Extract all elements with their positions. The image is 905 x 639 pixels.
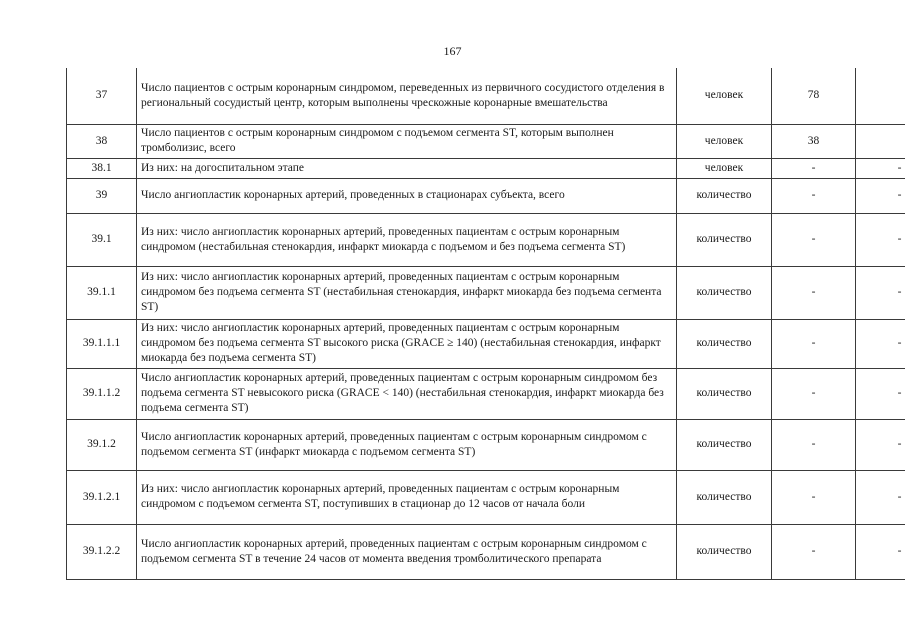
value-column-2: - [856, 213, 905, 266]
indicator-name: Число ангиопластик коронарных артерий, проведенных в стационарах субъекта, всего [137, 178, 677, 213]
row-number: 39.1.2.2 [67, 524, 137, 579]
unit-of-measure: количество [677, 524, 772, 579]
value-column-1: 38 [772, 124, 856, 158]
table-row [67, 158, 905, 178]
value-column-1: - [772, 419, 856, 470]
indicators-table-body [67, 68, 905, 579]
unit-of-measure: человек [677, 158, 772, 178]
row-number: 39.1.1 [67, 266, 137, 319]
row-number: 39 [67, 178, 137, 213]
row-number: 39.1.1.2 [67, 368, 137, 419]
unit-of-measure: количество [677, 470, 772, 524]
indicator-name: Число пациентов с острым коронарным синдромом с подъемом сегмента ST, которым выполнен тромболизис, всего [137, 124, 677, 158]
value-column-2: - [856, 368, 905, 419]
indicator-name: Из них: число ангиопластик коронарных артерий, проведенных пациентам с острым коронарным синдромом без подъема сегмента ST высокого риска (GRACE ≥ 140) (нестабильная стенокардия, инфаркт миокарда без подъема сегмента ST) [137, 319, 677, 368]
table-row [67, 524, 905, 579]
indicator-name: Число ангиопластик коронарных артерий, проведенных пациентам с острым коронарным синдромом с подъемом сегмента ST в течение 24 часов от момента введения тромболитического препарата [137, 524, 677, 579]
indicator-name: Из них: число ангиопластик коронарных артерий, проведенных пациентам с острым коронарным синдромом с подъемом сегмента ST, поступивших в стационар до 12 часов от начала боли [137, 470, 677, 524]
table-row [67, 68, 905, 124]
indicator-name: Из них: число ангиопластик коронарных артерий, проведенных пациентам с острым коронарным синдромом без подъема сегмента ST (нестабильная стенокардия, инфаркт миокарда без подъема сегмента ST) [137, 266, 677, 319]
value-column-2: - [856, 178, 905, 213]
table-row [67, 213, 905, 266]
value-column-2: - [856, 470, 905, 524]
unit-of-measure: количество [677, 213, 772, 266]
table-row [67, 319, 905, 368]
value-column-1: - [772, 368, 856, 419]
unit-of-measure: количество [677, 266, 772, 319]
value-column-1: - [772, 213, 856, 266]
table-row [67, 124, 905, 158]
row-number: 39.1.1.1 [67, 319, 137, 368]
value-column-2 [856, 124, 905, 158]
value-column-2: - [856, 419, 905, 470]
row-number: 39.1.2.1 [67, 470, 137, 524]
value-column-2: - [856, 319, 905, 368]
row-number: 38.1 [67, 158, 137, 178]
unit-of-measure: количество [677, 178, 772, 213]
row-number: 38 [67, 124, 137, 158]
value-column-2: - [856, 524, 905, 579]
value-column-1: - [772, 266, 856, 319]
row-number: 39.1.2 [67, 419, 137, 470]
unit-of-measure: количество [677, 368, 772, 419]
unit-of-measure: количество [677, 319, 772, 368]
value-column-1: - [772, 178, 856, 213]
value-column-1: - [772, 158, 856, 178]
table-row [67, 470, 905, 524]
unit-of-measure: количество [677, 419, 772, 470]
value-column-2: - [856, 158, 905, 178]
unit-of-measure: человек [677, 68, 772, 124]
indicator-name: Число ангиопластик коронарных артерий, проведенных пациентам с острым коронарным синдромом с подъемом сегмента ST (инфаркт миокарда с подъемом сегмента ST) [137, 419, 677, 470]
row-number: 37 [67, 68, 137, 124]
indicator-name: Из них: число ангиопластик коронарных артерий, проведенных пациентам с острым коронарным синдромом (нестабильная стенокардия, инфаркт миокарда с подъемом и без подъема сегмента ST) [137, 213, 677, 266]
table-row [67, 266, 905, 319]
table-row [67, 419, 905, 470]
indicator-name: Число ангиопластик коронарных артерий, проведенных пациентам с острым коронарным синдромом без подъема сегмента ST невысокого риска (GRACE < 140) (нестабильная стенокардия, инфаркт миокарда без подъема сегмента ST) [137, 368, 677, 419]
row-number: 39.1 [67, 213, 137, 266]
value-column-2 [856, 68, 905, 124]
value-column-1: - [772, 524, 856, 579]
page-number: 167 [443, 44, 462, 58]
value-column-1: - [772, 319, 856, 368]
unit-of-measure: человек [677, 124, 772, 158]
table-row [67, 178, 905, 213]
indicator-name: Из них: на догоспитальном этапе [137, 158, 677, 178]
indicators-table [66, 68, 905, 580]
value-column-1: 78 [772, 68, 856, 124]
value-column-2: - [856, 266, 905, 319]
indicator-name: Число пациентов с острым коронарным синдромом, переведенных из первичного сосудистого отделения в региональный сосудистый центр, которым выполнены чрескожные коронарные вмешательства [137, 68, 677, 124]
table-row [67, 368, 905, 419]
value-column-1: - [772, 470, 856, 524]
